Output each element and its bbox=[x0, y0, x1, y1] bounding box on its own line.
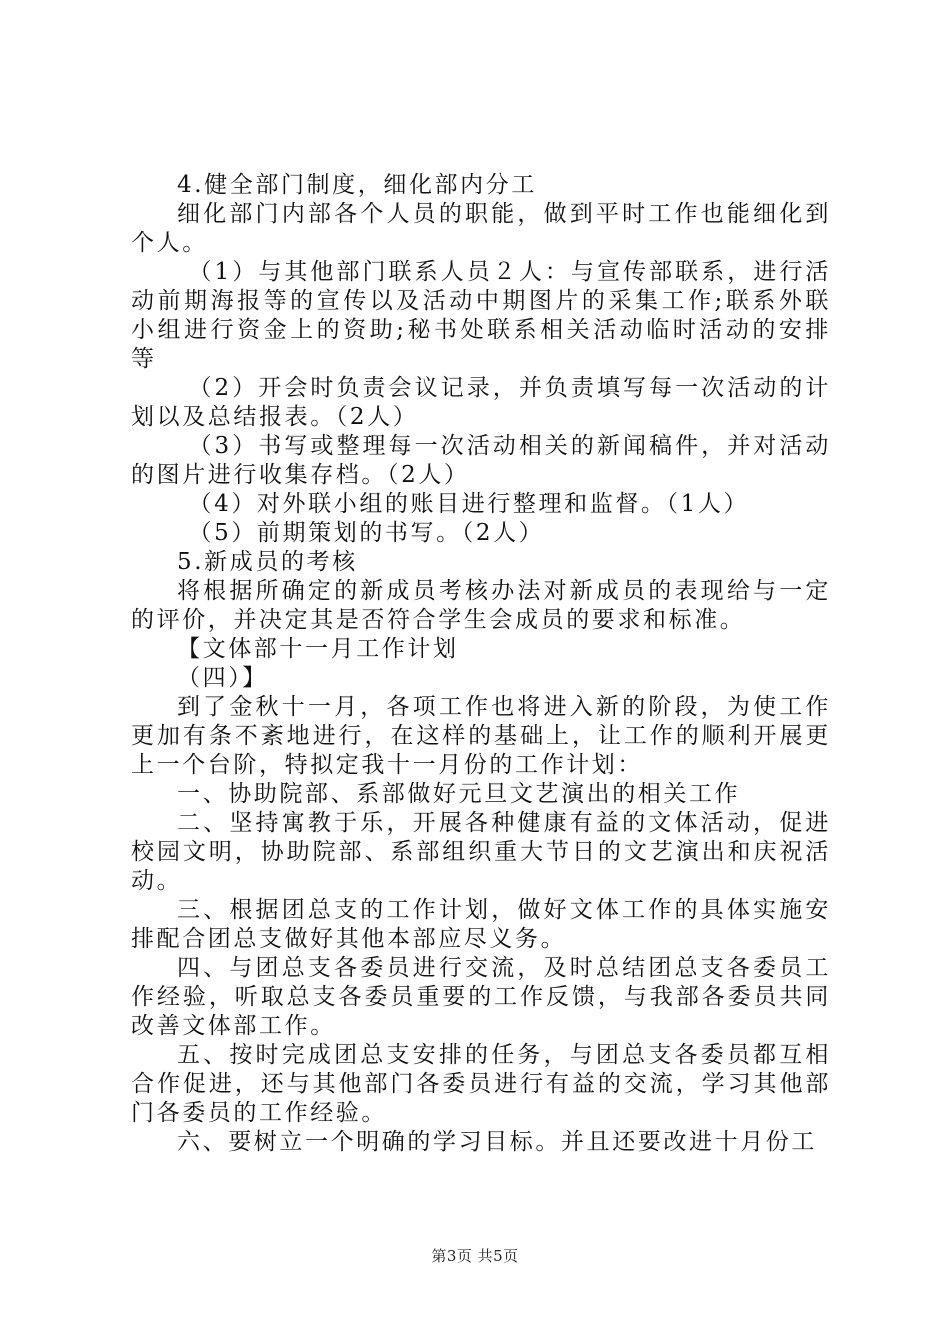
paragraph-point-6: 六、要树立一个明确的学习目标。并且还要改进十月份工 bbox=[177, 1129, 817, 1155]
paragraph-point-4: 四、与团总支各委员进行交流，及时总结团总支各委员工作经验，听取总支各委员重要的工作反馈，与我部各委员共同改善文体部工作。 bbox=[131, 955, 831, 1039]
paragraph-item-3: （3）书写或整理每一次活动相关的新闻稿件，并对活动的图片进行收集存档。（2人） bbox=[131, 433, 831, 488]
paragraph-item-1: （1）与其他部门联系人员２人：与宣传部联系，进行活动前期海报等的宣传以及活动中期图片的采集工作;联系外联小组进行资金上的资助;秘书处联系相关活动临时活动的安排等 bbox=[131, 259, 831, 372]
section-title: 【文体部十一月工作计划 bbox=[177, 636, 459, 662]
paragraph-heading-5: 5.新成员的考核 bbox=[177, 549, 358, 575]
paragraph-item-5: （5）前期策划的书写。（2人） bbox=[188, 520, 545, 546]
paragraph-point-1: 一、协助院部、系部做好元旦文艺演出的相关工作 bbox=[177, 781, 741, 807]
paragraph: 到了金秋十一月，各项工作也将进入新的阶段，为使工作更加有条不紊地进行，在这样的基础上，让工作的顺利开展更上一个台阶，特拟定我十一月份的工作计划： bbox=[131, 694, 831, 778]
paragraph-point-3: 三、根据团总支的工作计划，做好文体工作的具体实施安排配合团总支做好其他本部应尽义务。 bbox=[131, 897, 831, 952]
paragraph-heading-4: 4.健全部门制度，细化部内分工 bbox=[177, 172, 537, 198]
paragraph-item-4: （4）对外联小组的账目进行整理和监督。（1人） bbox=[188, 491, 750, 517]
paragraph: 细化部门内部各个人员的职能，做到平时工作也能细化到个人。 bbox=[131, 201, 831, 256]
paragraph-point-5: 五、按时完成团总支安排的任务，与团总支各委员都互相合作促进，还与其他部门各委员进行有益的交流，学习其他部门各委员的工作经验。 bbox=[131, 1042, 831, 1126]
paragraph: 将根据所确定的新成员考核办法对新成员的表现给与一定的评价，并决定其是否符合学生会成员的要求和标准。 bbox=[131, 578, 831, 633]
page-footer: 第3页 共5页 bbox=[431, 1247, 519, 1265]
section-subtitle: （四）】 bbox=[177, 665, 268, 691]
document-body bbox=[131, 171, 831, 1157]
paragraph-item-2: （2）开会时负责会议记录，并负责填写每一次活动的计划以及总结报表。（2人） bbox=[131, 375, 831, 430]
paragraph-point-2: 二、坚持寓教于乐，开展各种健康有益的文体活动，促进校园文明，协助院部、系部组织重大节日的文艺演出和庆祝活动。 bbox=[131, 810, 831, 894]
